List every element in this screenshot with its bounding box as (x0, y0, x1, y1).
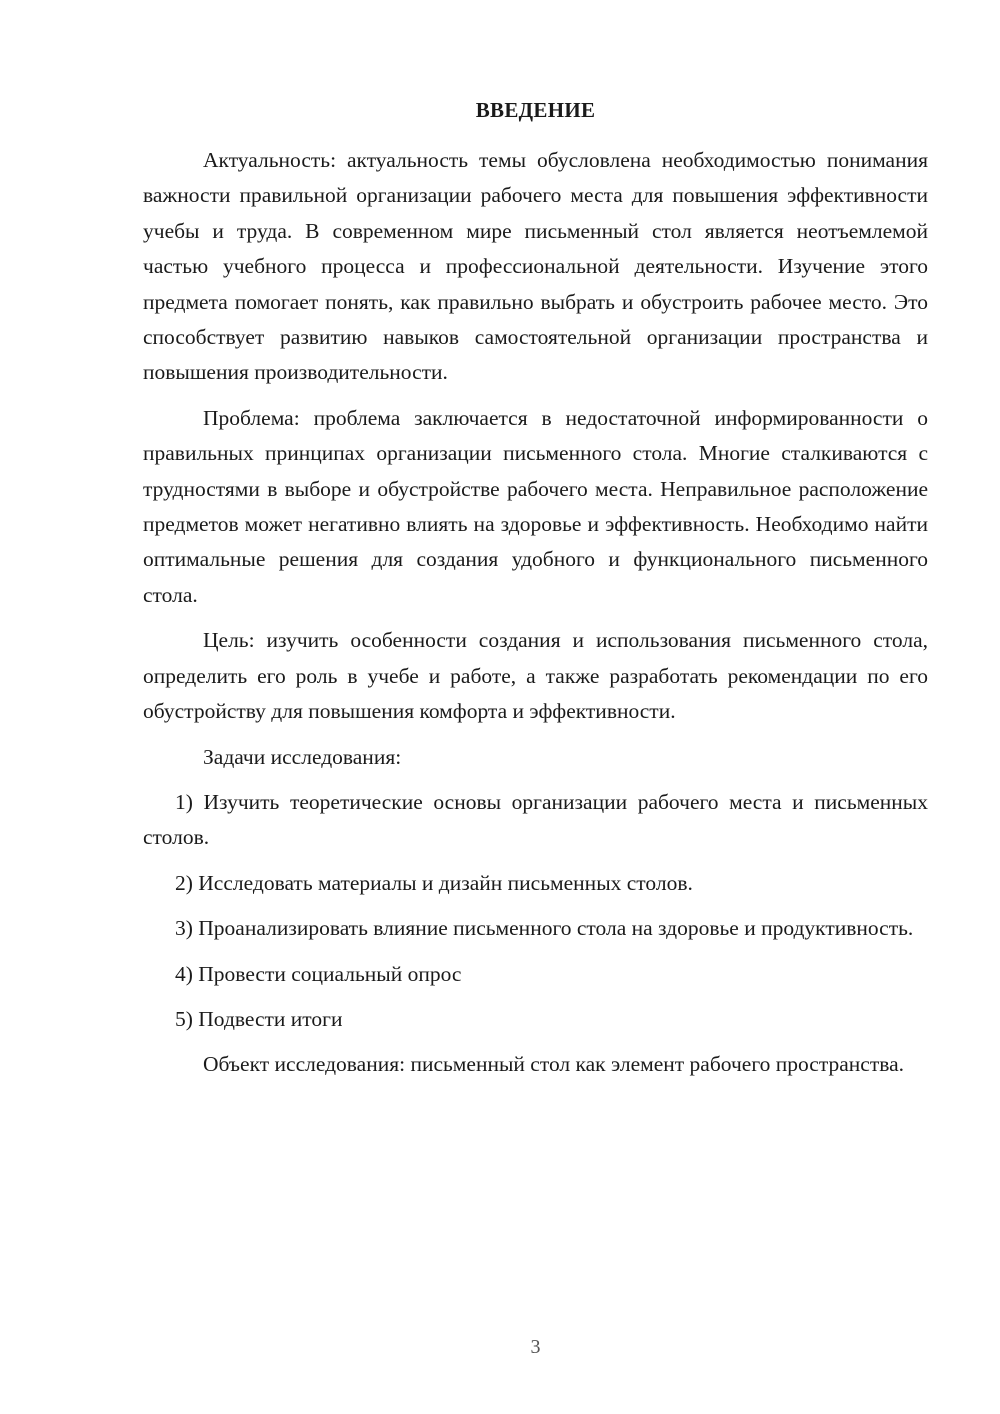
task-item-2: 2) Исследовать материалы и дизайн письменных столов. (175, 870, 693, 895)
paragraph-tasks-heading: Задачи исследования: (203, 744, 402, 769)
document-body (143, 143, 928, 1093)
paragraph-object: Объект исследования: письменный стол как элемент рабочего пространства. (203, 1052, 904, 1077)
task-item-5: 5) Подвести итоги (175, 1006, 343, 1031)
page-number: 3 (530, 1336, 541, 1358)
task-item-3: 3) Проанализировать влияние письменного стола на здоровье и продуктивность. (175, 916, 914, 941)
task-item-1: 1) Изучить теоретические основы организации рабочего места и письменных столов. (143, 789, 928, 850)
task-item-4: 4) Провести социальный опрос (175, 961, 462, 986)
paragraph-goal: Цель: изучить особенности создания и использования письменного стола, определить его роль в учебе и работе, а также разработать рекомендации по его обустройству для повышения комфорта и эффективности. (143, 628, 928, 724)
paragraph-relevance: Актуальность: актуальность темы обусловлена необходимостью понимания важности правильной организации рабочего места для повышения эффективности учебы и труда. В современном мире письменный стол является неотъемлемой частью учебного процесса и профессиональной деятельности. Изучение этого предмета помогает понять, как правильно выбрать и обустроить рабочее место. Это способствует развитию навыков самостоятельной организации пространства и повышения производительности. (143, 148, 928, 385)
paragraph-problem: Проблема: проблема заключается в недостаточной информированности о правильных принципах организации письменного стола. Многие сталкиваются с трудностями в выборе и обустройстве рабочего места. Неправильное расположение предметов может негативно влиять на здоровье и эффективность. Необходимо найти оптимальные решения для создания удобного и функционального письменного стола. (143, 405, 928, 607)
page-title: ВВЕДЕНИЕ (475, 98, 596, 122)
